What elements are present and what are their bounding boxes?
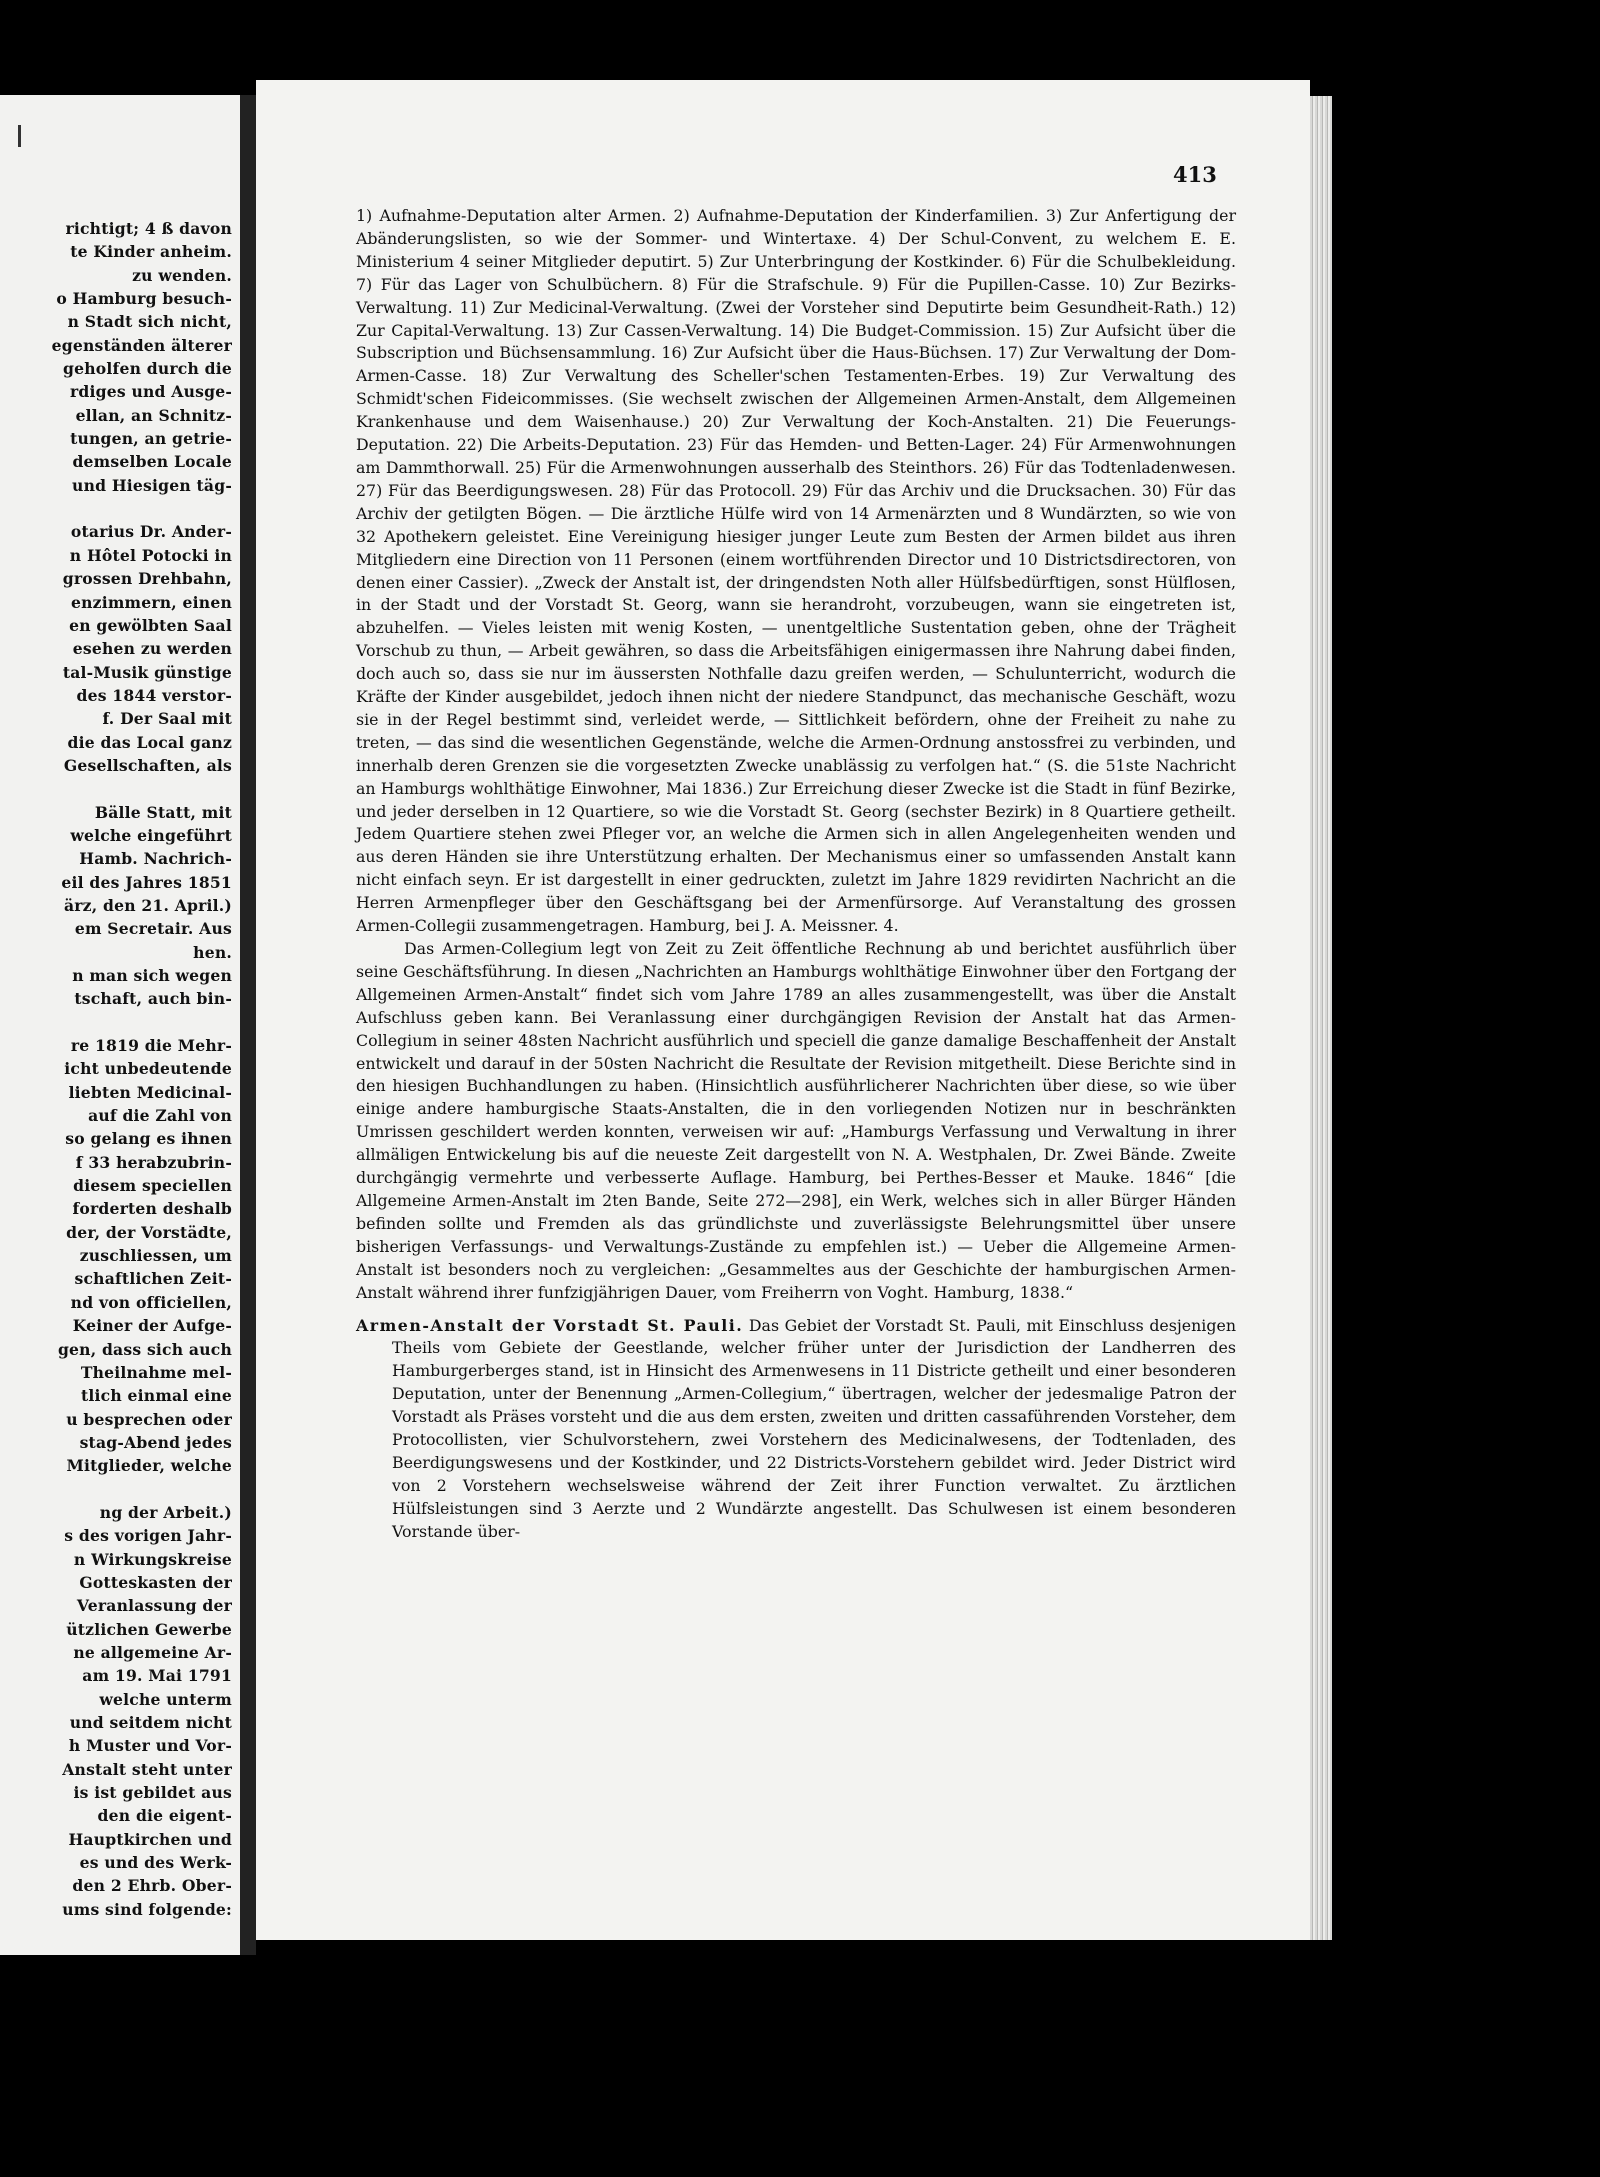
left-page-line: den die eigent- — [97, 1806, 232, 1826]
left-page-line: otarius Dr. Ander- — [70, 522, 232, 542]
left-page-line: h Muster und Vor- — [68, 1736, 232, 1756]
left-page-line: n man sich wegen — [72, 966, 232, 985]
left-page-line: Mitglieder, welche — [66, 1456, 232, 1476]
page-edge — [1310, 96, 1332, 1940]
left-page-line: Gotteskasten der — [79, 1572, 232, 1592]
left-page-line: gen, dass sich auch — [57, 1339, 232, 1359]
left-page-line: ng der Arbeit.) — [99, 1502, 232, 1522]
left-page-line: stag-Abend jedes — [79, 1432, 232, 1452]
section-text: Das Gebiet der Vorstadt St. Pauli, mit Einschluss desjenigen Theils vom Gebiete der Geestlande, welcher früher unter der Jurisdiction der Landherren des Hamburgerberges stand, ist in Hinsicht des Armenwesens in 11 Districte getheilt und einer besonderen Deputation, unter der Benennung „Armen-Collegium,“ übertragen, welcher der jedesmalige Patron der Vorstadt als Präses vorsteht und die aus dem ersten, zweiten und dritten cassaführenden Vorsteher, dem Protocollisten, vier Schulvorstehern, zwei Vorstehern des Medicinalwesens, der Todtenladen, des Beerdigungswesens und der Kostkinder, und 22 Districts-Vorstehern gebildet wird. Jeder District wird von 2 Vorstehern wechselsweise während der Zeit ihrer Function verwaltet. Zu ärztlichen Hülfsleistungen sind 3 Aerzte und 2 Wundärzte angestellt. Das Schulwesen ist einem besonderen Vorstande über- — [392, 1315, 1236, 1541]
left-page-line: zuschliessen, um — [79, 1246, 232, 1266]
left-page-line: schaftlichen Zeit- — [74, 1269, 232, 1289]
paragraph-st-pauli — [356, 1315, 1236, 1544]
left-page-line: ützlichen Gewerbe — [66, 1619, 232, 1639]
left-page-line: n Stadt sich nicht, — [67, 312, 232, 332]
left-page-line: tschaft, auch bin- — [74, 989, 232, 1009]
left-page-line: Theilnahme mel- — [80, 1362, 232, 1382]
left-page-line: u besprechen oder — [66, 1409, 232, 1429]
left-page-line: welche unterm — [99, 1689, 232, 1709]
left-page-line: rdiges und Ausge- — [70, 382, 232, 402]
left-page-line: es und des Werk- — [79, 1853, 232, 1873]
left-page-line: auf die Zahl von — [88, 1106, 232, 1126]
left-page-line: em Secretair. Aus — [74, 919, 232, 939]
left-page-line: eil des Jahres 1851 — [61, 872, 232, 892]
left-page-line: geholfen durch die — [63, 359, 232, 379]
left-page-line: den 2 Ehrb. Ober- — [72, 1876, 232, 1896]
paragraph-deputations: 1) Aufnahme-Deputation alter Armen. 2) Aufnahme-Deputation der Kinderfamilien. 3) Zur Anfertigung der Abänderungslisten, so wie der Sommer- und Wintertaxe. 4) Der Schul-Convent, zu welchem E. E. Ministerium 4 seiner Mitglieder deputirt. 5) Zur Unterbringung der Kostkinder. 6) Für die Schulbekleidung. 7) Für das Lager von Schulbüchern. 8) Für die Strafschule. 9) Für die Pupillen-Casse. 10) Zur Bezirks-Verwaltung. 11) Zur Medicinal-Verwaltung. (Zwei der Vorsteher sind Deputirte beim Gesundheit-Rath.) 12) Zur Capital-Verwaltung. 13) Zur Cassen-Verwaltung. 14) Die Budget-Commission. 15) Zur Aufsicht über die Subscription und Büchsensammlung. 16) Zur Aufsicht über die Haus-Büchsen. 17) Zur Verwaltung der Dom-Armen-Casse. 18) Zur Verwaltung des Scheller'schen Testamenten-Erbes. 19) Zur Verwaltung des Schmidt'schen Fideicommisses. (Sie wechselt zwischen der Allgemeinen Armen-Anstalt, dem Allgemeinen Krankenhause und dem Waisenhause.) 20) Zur Verwaltung der Koch-Anstalten. 21) Die Feuerungs-Deputation. 22) Die Arbeits-Deputation. 23) Für das Hemden- und Betten-Lager. 24) Für Armenwohnungen am Dammthorwall. 25) Für die Armenwohnungen ausserhalb des Steinthors. 26) Für das Todtenladenwesen. 27) Für das Beerdigungswesen. 28) Für das Protocoll. 29) Für das Archiv und die Drucksachen. 30) Für das Archiv der getilgten Bögen. — Die ärztliche Hülfe wird von 14 Armenärzten und 8 Wundärzten, so wie von 32 Apothekern geleistet. Eine Vereinigung hiesiger junger Leute zum Besten der Armen bildet aus ihren Mitgliedern eine Direction von 11 Personen (einem wortführenden Director und 10 Districtsdirectoren, von denen einer Cassier). „Zweck der Anstalt ist, der dringendsten Noth aller Hülfsbedürftigen, sonst Hülflosen, in der Stadt und der Vorstadt St. Georg, wann sie herandroht, vorzubeugen, wann sie eingetreten ist, abzuhelfen. — Vieles leisten mit wenig Kosten, — unentgeltliche Sustentation geben, ohne der Trägheit Vorschub zu thun, — Arbeit gewähren, so dass die Arbeitsfähigen einigermassen ihre Nahrung dabei finden, doch auch so, dass sie nur im äussersten Nothfalle dazu greifen werden, — Schulunterricht, wodurch die Kräfte der Kinder ausgebildet, jedoch ihnen nicht der niedere Standpunct, das mechanische Geschäft, wozu sie in der Regel bestimmt sind, verleidet werde, — Sittlichkeit befördern, ohne der Freiheit zu nahe zu treten, — das sind die wesentlichen Gegenstände, welche die Armen-Ordnung anstossfrei zu verbinden, und innerhalb deren Grenzen sie die vorgesetzten Zwecke unablässig zu verfolgen hat.“ (S. die 51ste Nachricht an Hamburgs wohlthätige Einwohner, Mai 1836.) Zur Erreichung dieser Zwecke ist die Stadt in fünf Bezirke, und jeder derselben in 12 Quartiere, so wie die Vorstadt St. Georg (sechster Bezirk) in 8 Quartiere getheilt. Jedem Quartiere stehen zwei Pfleger vor, an welche die Armen sich in allen Angelegenheiten wenden und aus deren Händen sie ihre Unterstützung erhalten. Der Mechanismus einer so umfassenden Anstalt kann nicht einfach seyn. Er ist dargestellt in einer gedruckten, zuletzt im Jahre 1829 revidirten Nachricht an die Herren Armenpfleger über den Geschäftsgang bei der Armenfürsorge. Auf Veranstaltung des grossen Armen-Collegii zusammengetragen. Hamburg, bei J. A. Meissner. 4. — [356, 206, 1236, 936]
left-page-line: hen. — [193, 942, 232, 962]
left-page-line: forderten deshalb — [72, 1199, 232, 1219]
page-body — [356, 205, 1236, 1544]
left-page-line: des 1844 verstor- — [76, 685, 232, 705]
left-page-line: und seitdem nicht — [69, 1713, 232, 1732]
left-page-line: grossen Drehbahn, — [62, 569, 232, 589]
left-page-line: der, der Vorstädte, — [66, 1222, 232, 1242]
left-page-line: ne allgemeine Ar- — [73, 1642, 232, 1662]
section-heading: Armen-Anstalt der Vorstadt St. Pauli. — [356, 1315, 744, 1335]
left-page-line: tungen, an getrie- — [70, 429, 232, 449]
left-page-line: re 1819 die Mehr- — [70, 1036, 232, 1056]
left-page-line — [0, 1011, 232, 1034]
left-page-line: n Hôtel Potocki in — [69, 545, 232, 565]
left-page-line: so gelang es ihnen — [65, 1129, 232, 1149]
left-page-line: te Kinder anheim. — [70, 242, 232, 262]
left-page-line: die das Local ganz — [67, 732, 232, 752]
left-page-line: icht unbedeutende — [64, 1059, 232, 1079]
left-page-line: is ist gebildet aus — [73, 1783, 232, 1803]
left-page-line: o Hamburg besuch- — [56, 289, 232, 309]
left-page-line: n Wirkungskreise — [73, 1549, 232, 1569]
left-page-line: egenständen älterer — [51, 335, 232, 355]
left-page-line: ums sind folgende: — [62, 1899, 232, 1919]
margin-mark — [18, 125, 21, 147]
left-page-line: demselben Locale — [72, 452, 232, 472]
paragraph-armen-collegium: Das Armen-Collegium legt von Zeit zu Zeit öffentliche Rechnung ab und berichtet ausführlich über seine Geschäftsführung. In diesen „Nachrichten an Hamburgs wohlthätige Einwohner über den Fortgang der Allgemeinen Armen-Anstalt“ findet sich vom Jahre 1789 an alles zusammengestellt, was über die Anstalt Aufschluss geben kann. Bei Veranlassung einer durchgängigen Revision der Anstalt hat das Armen-Collegium in seiner 48sten Nachricht ausführlich und speciell die ganze damalige Beschaffenheit der Anstalt entwickelt und darauf in der 50sten Nachricht die Resultate der Revision mitgetheilt. Diese Berichte sind in den hiesigen Buchhandlungen zu haben. (Hinsichtlich ausführlicherer Nachrichten über diese, so wie über einige andere hamburgische Staats-Anstalten, die in den vorliegenden Notizen nur in beschränkten Umrissen geschildert werden konnten, verweisen wir auf: „Hamburgs Verfassung und Verwaltung in ihrer allmäligen Entwickelung bis auf die neueste Zeit dargestellt von N. A. Westphalen, Dr. Zwei Bände. Zweite durchgängig vermehrte und verbesserte Auflage. Hamburg, bei Perthes-Besser et Mauke. 1846“ [die Allgemeine Armen-Anstalt im 2ten Bande, Seite 272—298], ein Werk, welches sich in aller Bürger Händen befinden sollte und Fremden als das gründlichste und zuverlässigste Belehrungsmittel über unsere bisherigen Verfassungs- und Verwaltungs-Zustände zu empfehlen ist.) — Ueber die Allgemeine Armen-Anstalt ist besonders noch zu vergleichen: „Gesammeltes aus der Geschichte der hamburgischen Armen-Anstalt während ihrer funfzigjährigen Dauer, vom Freiherrn von Voght. Hamburg, 1838.“ — [356, 939, 1236, 1302]
left-page-line: enzimmern, einen — [70, 592, 232, 612]
left-page-line: ellan, an Schnitz- — [75, 405, 232, 425]
left-page-line: liebten Medicinal- — [68, 1082, 232, 1102]
left-page-line: Gesellschaften, als — [63, 755, 232, 775]
left-page-line: am 19. Mai 1791 — [82, 1666, 232, 1686]
left-page-line: tlich einmal eine — [81, 1386, 232, 1406]
left-page-text — [0, 217, 232, 1921]
left-page-line: Keiner der Aufge- — [72, 1316, 232, 1336]
left-page-line: s des vorigen Jahr- — [64, 1526, 232, 1546]
left-page-line: esehen zu werden — [72, 639, 232, 659]
left-page-line: tal-Musik günstige — [62, 662, 232, 682]
left-page-line: Hamb. Nachrich- — [79, 849, 232, 869]
left-page-line: Hauptkirchen und — [68, 1829, 232, 1849]
left-page-line: Bälle Statt, mit — [94, 802, 232, 822]
left-page-line: zu wenden. — [132, 265, 232, 285]
left-page-line — [0, 497, 232, 520]
left-page-line: en gewölbten Saal — [69, 615, 232, 635]
left-page-line — [0, 1478, 232, 1501]
left-page-line: welche eingeführt — [70, 825, 232, 845]
left-page-line: f. Der Saal mit — [102, 709, 232, 729]
page-number: 413 — [1173, 162, 1217, 187]
right-page — [256, 80, 1310, 1940]
left-page-line: nd von officiellen, — [70, 1292, 232, 1312]
book-gutter — [240, 95, 256, 1955]
left-page-line: diesem speciellen — [73, 1176, 232, 1196]
left-page-line: ärz, den 21. April.) — [63, 895, 232, 915]
left-page-line: und Hiesigen täg- — [72, 475, 232, 495]
left-page — [0, 95, 240, 1955]
left-page-line: richtigt; 4 ß davon — [65, 219, 232, 238]
left-page-line: f 33 herabzubrin- — [75, 1152, 232, 1172]
left-page-line: Veranlassung der — [76, 1596, 232, 1616]
left-page-line — [0, 777, 232, 800]
left-page-line: Anstalt steht unter — [62, 1759, 232, 1779]
